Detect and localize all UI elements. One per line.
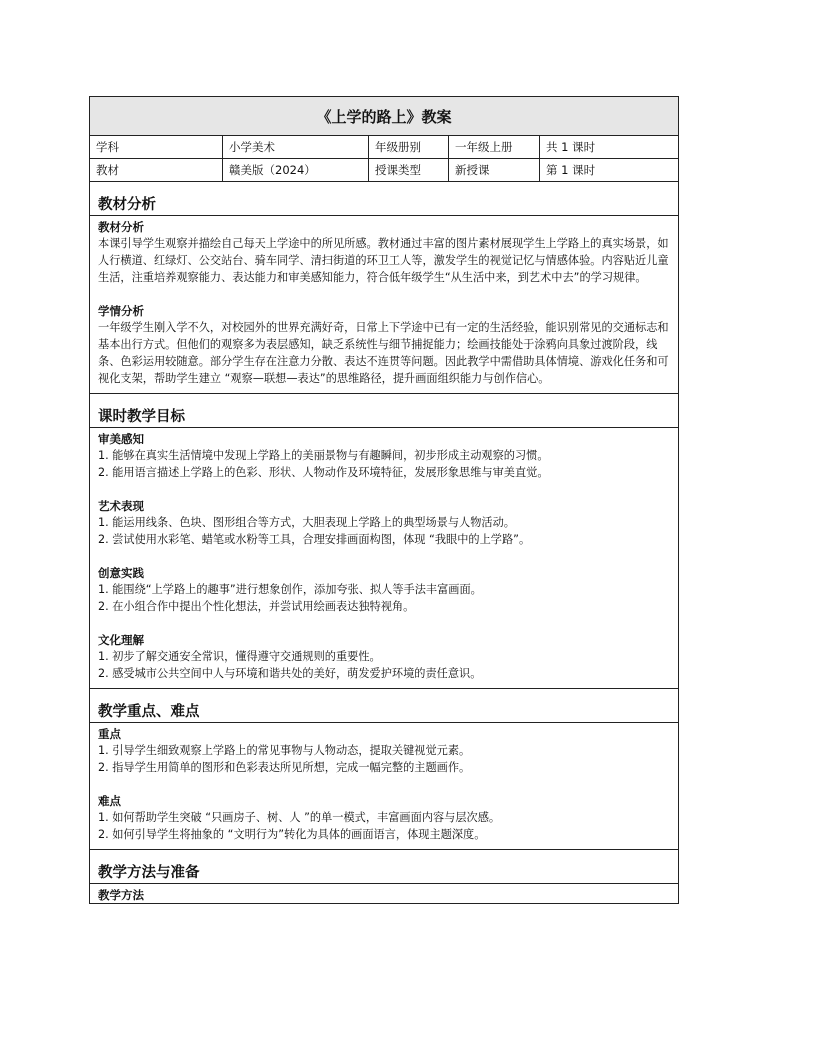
- section-heading-keypoints: 教学重点、难点: [90, 689, 678, 723]
- grade-label: 年级册别: [369, 136, 449, 158]
- list-item: 2. 在小组合作中提出个性化想法，并尝试用绘画表达独特视角。: [98, 600, 415, 613]
- subheading-teaching-methods: 教学方法: [98, 888, 144, 902]
- document-title: 《上学的路上》教案: [90, 97, 678, 136]
- section-body-material: [90, 216, 678, 394]
- lesson-type-value: 新授课: [449, 159, 540, 181]
- section-body-methods: [90, 884, 678, 903]
- info-row-2: [90, 159, 678, 182]
- list-item: 1. 能围绕“上学路上的趣事”进行想象创作，添加夸张、拟人等手法丰富画面。: [98, 583, 482, 596]
- subheading-artistic-expression: 艺术表现: [98, 499, 144, 513]
- lesson-plan-table: [89, 96, 679, 904]
- list-item: 2. 尝试使用水彩笔、蜡笔或水粉等工具，合理安排画面构图，体现 “我眼中的上学路”。: [98, 533, 531, 546]
- list-item: 2. 能用语言描述上学路上的色彩、形状、人物动作及环境特征，发展形象思维与审美直觉。: [98, 466, 549, 479]
- subheading-cultural-understanding: 文化理解: [98, 633, 144, 647]
- learner-analysis-text: 一年级学生刚入学不久，对校园外的世界充满好奇，日常上下学途中已有一定的生活经验，能识别常见的交通标志和基本出行方式。但他们的观察多为表层感知，缺乏系统性与细节捕捉能力；绘画技能处于涂鸦向具象过渡阶段，线条、色彩运用较随意。部分学生存在注意力分散、表达不连贯等问题。因此教学中需借助具体情境、游戏化任务和可视化支架，帮助学生建立 “观察—联想—表达”的思维路径，提升画面组织能力与创作信心。: [98, 321, 669, 385]
- subheading-material-analysis: 教材分析: [98, 220, 144, 234]
- list-item: 2. 感受城市公共空间中人与环境和谐共处的美好，萌发爱护环境的责任意识。: [98, 667, 482, 680]
- subheading-creative-practice: 创意实践: [98, 566, 144, 580]
- list-item: 1. 能够在真实生活情境中发现上学路上的美丽景物与有趣瞬间，初步形成主动观察的习惯。: [98, 449, 549, 462]
- section-body-goals: [90, 428, 678, 689]
- section-heading-methods: 教学方法与准备: [90, 850, 678, 884]
- subject-label: 学科: [90, 136, 223, 158]
- textbook-value: 赣美版（2024）: [223, 159, 369, 181]
- material-analysis-text: 本课引导学生观察并描绘自己每天上学途中的所见所感。教材通过丰富的图片素材展现学生上学路上的真实场景，如人行横道、红绿灯、公交站台、骑车同学、清扫街道的环卫工人等，激发学生的视觉记忆与情感体验。内容贴近儿童生活，注重培养观察能力、表达能力和审美感知能力，符合低年级学生“从生活中来，到艺术中去”的学习规律。: [98, 237, 669, 284]
- section-heading-goals: 课时教学目标: [90, 394, 678, 428]
- list-item: 1. 初步了解交通安全常识，懂得遵守交通规则的重要性。: [98, 650, 381, 663]
- total-periods: 共 1 课时: [546, 140, 596, 154]
- list-item: 1. 如何帮助学生突破 “只画房子、树、人 ”的单一模式，丰富画面内容与层次感。: [98, 811, 501, 824]
- subheading-aesthetic-perception: 审美感知: [98, 432, 144, 446]
- section-heading-material: 教材分析: [90, 182, 678, 216]
- current-period: 第 1 课时: [546, 163, 596, 177]
- list-item: 2. 如何引导学生将抽象的 “文明行为”转化为具体的画面语言，体现主题深度。: [98, 828, 486, 841]
- info-row-1: [90, 136, 678, 159]
- grade-value: 一年级上册: [449, 136, 540, 158]
- list-item: 2. 指导学生用简单的图形和色彩表达所见所想，完成一幅完整的主题画作。: [98, 761, 471, 774]
- lesson-type-label: 授课类型: [369, 159, 449, 181]
- subject-value: 小学美术: [223, 136, 369, 158]
- subheading-key-points: 重点: [98, 727, 121, 741]
- subheading-difficulties: 难点: [98, 794, 121, 808]
- subheading-learner-analysis: 学情分析: [98, 304, 144, 318]
- list-item: 1. 引导学生细致观察上学路上的常见事物与人物动态，提取关键视觉元素。: [98, 744, 471, 757]
- list-item: 1. 能运用线条、色块、图形组合等方式，大胆表现上学路上的典型场景与人物活动。: [98, 516, 515, 529]
- textbook-label: 教材: [90, 159, 223, 181]
- section-body-keypoints: [90, 723, 678, 850]
